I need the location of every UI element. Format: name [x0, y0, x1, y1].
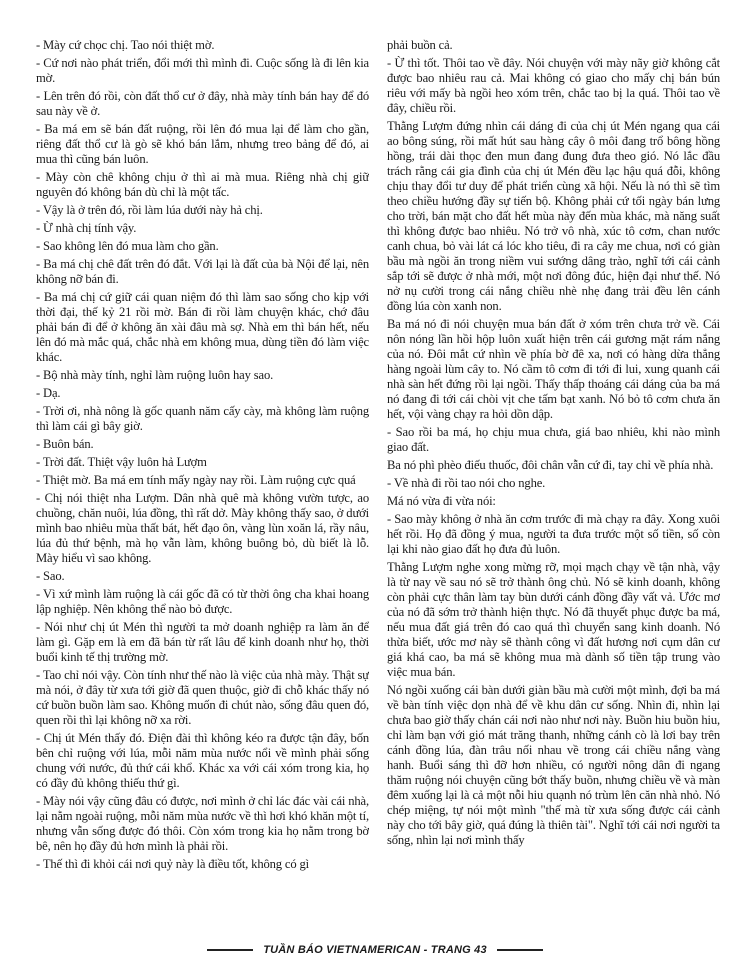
paragraph: - Ba má em sẽ bán đất ruộng, rồi lên đó mua lại để làm cho gần, riêng đất thổ cư là gò sẽ khó bán lắm, nhưng treo bảng để đó, ai mua thì cũng bán luôn.: [36, 122, 369, 166]
paragraph: - Sao rồi ba má, họ chịu mua chưa, giá bao nhiêu, khi nào mình giao đất.: [387, 425, 720, 454]
paragraph: - Về nhà đi rồi tao nói cho nghe.: [387, 476, 546, 490]
paragraph: - Vì xứ mình làm ruộng là cái gốc đã có từ thời ông cha khai hoang lập nghiệp. Nên không thể nào bỏ được.: [36, 587, 369, 616]
paragraph: - Mày cứ chọc chị. Tao nói thiệt mờ.: [36, 38, 215, 52]
paragraph: - Chị út Mén thấy đó. Điện đài thì không kéo ra được tận đây, bốn bên chỉ ruộng với lúa, mỗi năm mùa nước nổi về mình phải sống chung với nước, đủ thứ cái khổ. Khác xa với cái xóm trong kia, họ có đầy đủ không thiếu thứ gì.: [36, 731, 369, 790]
footer-rule-left: [207, 949, 253, 951]
paragraph: - Sao.: [36, 569, 65, 583]
paragraph: Thằng Lượm nghe xong mừng rỡ, mọi mạch chạy về tận nhà, vậy là từ nay về sau nó sẽ trở thành ông chủ. Nó sẽ kinh doanh, không còn phải cực thân làm tay bùn dưới cánh đồng đầy vất vả. Ước mơ của nó đã sớm trở thành hiện thực. Nó đã thuyết phục được ba má, nếu mua đất giá trên đó cao quá thì chuyển sang kinh doanh. Nó thừa biết, ước mơ này sẽ thành công vì đất hương nơi cụm dân cư giá khá cao, ba má sẽ không mua mà dành số tiền tập trung vào việc mua bán.: [387, 560, 720, 679]
paragraph: - Sao mày không ở nhà ăn cơm trước đi mà chạy ra đây. Xong xuôi hết rồi. Họ đã đồng ý mua, người ta đưa trước một số tiền, số còn lại khi nào giao đất họ đưa đủ luôn.: [387, 512, 720, 556]
paragraph: - Trời ơi, nhà nông là gốc quanh năm cấy cày, mà không làm ruộng thì làm cái gì bây giờ.: [36, 404, 369, 433]
paragraph: - Tao chỉ nói vậy. Còn tính như thế nào là việc của nhà mày. Thật sự mà nói, ở đây từ xưa tới giờ đã quen thuộc, giờ đi chỗ khác thấy nó cứ buồn buồn làm sao. Không muốn đi chút nào, sống đâu quen đó, quen rồi thì lại không nỡ xa rời.: [36, 668, 369, 727]
paragraph: - Ba má chị cứ giữ cái quan niệm đó thì làm sao sống cho kịp với thời đại, thế kỷ 21 rồi mờ. Bán đi rồi làm chuyện khác, chớ đâu phải bán đi để ở không ăn xài đâu mà sợ. Nhà em thì bán hết, nếu lên đó mà mắc quá, chắc nhà em không mua, dùng tiền đó làm việc khác.: [36, 290, 369, 364]
left-column: [36, 38, 369, 938]
paragraph: - Vậy là ở trên đó, rồi làm lúa dưới này hả chị.: [36, 203, 263, 217]
paragraph: - Dạ.: [36, 386, 61, 400]
paragraph: Má nó vừa đi vừa nói:: [387, 494, 496, 508]
paragraph: - Mày còn chê không chịu ở thì ai mà mua. Riêng nhà chị giữ nguyên đó không bán dù chỉ là một tấc.: [36, 170, 369, 199]
paragraph: - Bộ nhà mày tính, nghỉ làm ruộng luôn hay sao.: [36, 368, 274, 382]
paragraph: Ba má nó đi nói chuyện mua bán đất ở xóm trên chưa trở về. Cái nôn nóng lần hồi hộp luôn xuất hiện trên cái gương mặt rám nắng của nó. Đôi mắt cứ nhìn về phía bờ đê xa, nơi có hàng dừa thẳng hàng ngoài lùm cây to. Nó cầm tô cơm đi tới đi lui, xung quanh cái nhà sàn hết đứng rồi lại ngồi. Thấy thấp thoáng cái dáng của ba má nó đang đi tới cái chòi vịt che tấm bạt xanh. Nó bỏ tô cơm chưa ăn hết, vội vàng chạy ra hỏi dồn dập.: [387, 317, 720, 421]
right-column: [387, 38, 720, 938]
paragraph: phải buồn cả.: [387, 38, 453, 52]
paragraph: - Thiệt mờ. Ba má em tính mấy ngày nay rồi. Làm ruộng cực quá: [36, 473, 356, 487]
paragraph: - Buôn bán.: [36, 437, 94, 451]
paragraph: - Mày nói vậy cũng đâu có được, nơi mình ở chỉ lác đác vài cái nhà, lại nằm ngoài ruộng, mỗi năm mùa nước về thì hơi khó khăn một tí, nhưng vẫn sống được đó thôi. Còn xóm trong kia họ nằm trong bờ bê, nên họ đầy đủ hơn mình là phải rồi.: [36, 794, 369, 853]
paragraph: - Nói như chị út Mén thì người ta mở doanh nghiệp ra làm ăn để làm gì. Gặp em là em đã bán từ rất lâu để kinh doanh như họ, thời buổi kinh tế thị trường mờ.: [36, 620, 369, 664]
paragraph: - Lên trên đó rồi, còn đất thổ cư ở đây, nhà mày tính bán hay để đó sau này về ở.: [36, 89, 369, 118]
paragraph: - Cứ nơi nào phát triển, đổi mới thì mình đi. Cuộc sống là đi lên kia mờ.: [36, 56, 369, 85]
paragraph: - Thế thì đi khỏi cái nơi quỷ này là điều tốt, không có gì: [36, 857, 309, 871]
page-footer: [0, 944, 750, 956]
footer-text: TUẦN BÁO VIETNAMERICAN - TRANG 43: [263, 944, 487, 956]
paragraph: Ba nó phì phèo điếu thuốc, đôi chân vẫn cứ đi, tay chỉ về phía nhà.: [387, 458, 714, 472]
paragraph: - Trời đất. Thiệt vậy luôn hả Lượm: [36, 455, 207, 469]
paragraph: Nó ngồi xuống cái bàn dưới giàn bầu mà cười một mình, đợi ba má về bàn tính việc dọn nhà để về khu dân cư sống. Nhìn đi, nhìn lại chưa bao giờ thấy chán cái nơi nào như nơi này. Buồn hiu buồn hiu, chỉ làm bạn với gió mát trăng thanh, những cánh cò là lơi bay trên cánh đồng lúa, đàn trâu nối nhau về trong cái chiều nắng vàng hanh. Buổi sáng thì đỡ hơn nhiều, có người nông dân đi ngang thăm ruộng nói chuyện cũng bớt thấy buồn, nhưng chiều về và màn đêm xuống lại là cả một nỗi hiu quạnh nó trùm lên căn nhà nhỏ. Nó chép miệng, tự nói một mình "thế mà từ xưa sống được cái cảnh này cho tới bây giờ, quá đúng là thiên tài". Nghĩ tới cái nơi người ta sống, nhìn lại nơi mình thấy: [387, 683, 720, 847]
paragraph: - Ừ nhà chị tính vậy.: [36, 221, 137, 235]
paragraph: - Sao không lên đó mua làm cho gần.: [36, 239, 219, 253]
paragraph: - Chị nói thiệt nha Lượm. Dân nhà quê mà không vườn tược, ao chuồng, chăn nuôi, lúa đồng, thì rất dở. Mày không thấy sao, ở dưới mình bao nhiêu mùa thất bát, hết đạo ôn, vàng lùn xoăn lá, rầy nâu, lúa đủ thứ bệnh, mà họ vẫn làm, không buông bỏ, dù biết là lỗ. Mày hiểu vì sao không.: [36, 491, 369, 565]
paragraph: - Ba má chị chê đất trên đó đắt. Với lại là đất của bà Nội để lại, nên không nỡ bán đi.: [36, 257, 369, 286]
footer-rule-right: [497, 949, 543, 951]
text-columns: [36, 38, 720, 938]
paragraph: - Ừ thì tốt. Thôi tao về đây. Nói chuyện với mày nãy giờ không cắt được bao nhiêu rau cả. Mai không có giao cho mấy chị bán bún riêu với mấy bà ngồi heo xóm trên, chắc tao bị la quá. Thôi tao về đây, chiều rồi.: [387, 56, 720, 115]
paragraph: Thằng Lượm đứng nhìn cái dáng đi của chị út Mén ngang qua cái ao bông súng, rồi mất hút sau hàng cây ô môi đang trổ bông hồng hồng, trái dài thọc đen mun đang đung đưa theo gió. Nó lắc đầu trách rằng cái gia đình của chị út Mén đều lạc hậu quá đỗi, không chịu thay đổi tư duy để phát triển cùng xã hội. Nếu là nó thì sẽ tìm theo chiều hướng đầy sự tiến bộ. Không phải cứ tối ngày bán lưng cho trời, bán mặt cho đất hết mùa này đến mùa khác, mà năng suất thì không được bao nhiêu. Nó trở vô nhà, xúc tô cơm, chan nước canh chua, bỏ vài lát cá lóc kho tiêu, đi ra cây me chua, nơi có giàn bầu mà ngồi ăn trong niềm vui sướng dâng trào, nghĩ tới cái cảnh sắp tới sẽ được ở nhà mới, một nơi đông đúc, hiện đại như thế. Nó nở nụ cười trong cái nắng chiều nhè nhẹ đang trải đều lên cánh đồng lúa còn xanh non.: [387, 119, 720, 313]
